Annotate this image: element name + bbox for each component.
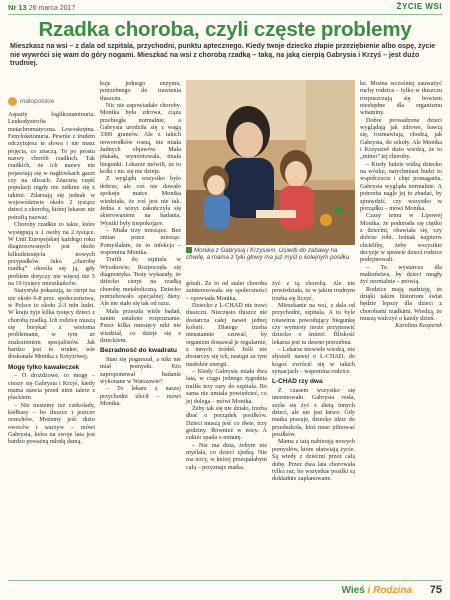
paragraph: – Miała trzy miesiące. Bez zmian przez miesiąc. Pomyślałam, że to infekcja – wspomina Monika. xyxy=(100,226,181,256)
paragraph: – Kiedy ludzie widzą dziecko na wózku, natychmiast budzi to współczucie i chęć pomagania. Gabrysia wygląda normalnie. A potrzeba nagle jej to zbadać, by sprawdzić, czy wszystko w porządku – mówi Monika. xyxy=(360,160,442,212)
paragraph: górali. Że to od stalei choroba zainteresowała się społeczności – opowiada Monika. xyxy=(186,280,267,302)
family-photo-image xyxy=(186,80,355,245)
header-divider xyxy=(8,14,442,15)
paragraph: Dziecko z L-CHAD nie trawi tłuszczu. Nieczęsto tłuszcz nie dostarcza całej nawet jednej kolorii. Dlatego trzeba nieustannie czuwać, by organizm dostawał je regularnie, z innych źródeł. Jeśli nie dostarczy się ich, nastąpi za tym niedobór energii. xyxy=(186,302,267,368)
paragraph: Mama z tatą nabierają nowych pomysłów, które ułatwiają życie. Są wtedy z dziećmi przez całą dobę. Przez dwa lata chorowała tylko raz, bo wszystkie posiłki są dokładnie zaplanowane. xyxy=(272,438,355,483)
paragraph: Stan się pogarszał, a nikt nie miał pomysłu. Kto zaproponował badanie wykonane w Warszawie? xyxy=(100,355,181,385)
article-lead: Mieszkasz na wsi – z dala od szpitala, przychodni, punktu aptecznego. Kiedy twoje dziecko złapie przeziębienie albo ospę, życie nie wywróci się wam do góry nogami. Mieszkać na wsi z chorobą rzadką – taką, na jaką cierpią Gabrysia i Krzyś – jest dużo trudniej. xyxy=(10,43,436,68)
paragraph: – Lekarze niewiele wiedzą, nie słyszeli nawet o L-CHAD, do kogoś zwrócić się w takich sytuacjach – wspomina rodzice. xyxy=(272,346,355,376)
brand-part-2: i Rodzina xyxy=(367,585,412,596)
paragraph: ke. Można wcześniej zauważyć ruchy rodzica – tylko w tłuszczu rozpuszczają się bowiem niezbędne dla organizmu witaminy. xyxy=(360,80,442,117)
page-number: 75 xyxy=(429,584,442,596)
issue-info xyxy=(8,3,75,12)
paragraph: Żeby tak się nie działo, trzeba dbać o porządek posiłków. Dzieci muszą jeść co dwie, trzy godziny. Również w nocy. A cukier spada o minutę. xyxy=(186,404,267,442)
subheading: L-CHAD rzy dwa xyxy=(272,378,323,386)
paragraph: Z czasem wszystko się unormowało. Gabrysia rosła, szyła się żyć z dietą innych dzieci, ale nie jest łatwo. Gdy matka pracuje, dziecko idzie do przedszkola, ktoś musi pilnować posiłków. xyxy=(272,387,355,439)
paragraph: Mała przeszła wiele badań, zanim ustalono rozpoznanie. Przez kilka miesięcy nikt nie wiedział, co dzieje się z dzieckiem. xyxy=(100,307,181,345)
paragraph: – To wystarcza dla małżeństwa, by dzieci mogły żyć normalnie – mówią. xyxy=(360,263,442,286)
paragraph: – To lekarz z naszej przychodni zlecił – mówi Monika. xyxy=(100,385,181,408)
paragraph: Asparty loglikozaminuria. Leukodystrofia metachromatyczna. Lewoskrętna. Fenyloketonuria. Pewnie z trudem odczytujesz te słowa i nie masz pojęcia, co znaczą. To po prostu nazwy chorób rzadkich. Tak rzadkich, że ich nazwy nie pojawiają się w nagłówkach gazet czy na ulicach. Znaczna część populacji nigdy nie zetknie się z takimi. Zdarzają się jednak w województwie około 2 tysiące dzieci z chorobą, której lekarze nie potrafią nazwać. xyxy=(8,111,95,221)
author-signature: Karolina Kasperek xyxy=(395,322,442,330)
article-title: Rzadka choroba, czyli częste problemy xyxy=(38,18,412,41)
paragraph: – Nie możemy też czekolady, kiełbasy – bo tłuszcz i jeszcze orzechów. Możemy jeść dużo owoców i warzyw – mówi Gabrysia, która na swoje lata jest bardzo poważną młodą damą. xyxy=(8,401,95,446)
paragraph: Czasy temu w Lipowej Monika, że podniosła się ciężko z dziećmi, obawiała się, czy dobrze robi. Jednak najpierw chcieliby, żeby wszystkie decyzje w sprawie dzieci rodzice podejmowali. xyxy=(360,212,442,264)
section-label: ŻYCIE WSI xyxy=(396,2,442,11)
paragraph: żyć z tą chorobą. Ale nie powiedziała, że w jakim trudnym trzeba się liczyć. xyxy=(272,280,355,302)
subheading: Bezradność do kwadratu xyxy=(100,347,177,355)
paragraph: Dobre prowadzone dzieci wyglądają jak zdrowe, bawią się, rozmawiają, chodzą, jak Gabrysia, do szkoły. Ale Monika i Krzysztof dużo wiedzą, że to „mimo” tej choroby. xyxy=(360,116,442,161)
issue-number: Nr 13 xyxy=(8,3,27,12)
location-pin-icon xyxy=(8,97,17,106)
page-footer xyxy=(8,576,442,600)
paragraph: – O drożdżowe, to mogę – cieszy się Gabrysia i Krzyś, kiedy mama stawia przed nimi talerz z plackiem. xyxy=(8,372,95,402)
column-2 xyxy=(100,80,181,573)
page-header xyxy=(0,0,450,14)
article-photo xyxy=(186,80,355,245)
paragraph: – Kiedy Gabrysia miała dwa lata, w ciągu jednego tygodnia trafiła trzy razy do szpitala. Bo sama nie umiała powiedzieć, co jej dolega – mówi Monika. xyxy=(186,368,267,405)
photo-caption xyxy=(186,247,355,262)
paragraph: Z wyglądu wszystko było dobrze, ale coś nie dawało spokoju matce. Monika wiedziała, że coś jest nie tak. Jedna z wizyt zakończyła się skierowaniem na badania. Wyniki były niepokojące. xyxy=(100,175,181,227)
paragraph: Mieszkanie na wsi, z dala od przychodni, szpitala. A tu byle rotawirus powodujący biegunkę czy wymioty może przyprawić dziecko o śmierć. Bliskość lekarza jest tu dawno potrzebna. xyxy=(272,302,355,346)
subheading: Mogę tylko kawałeczek xyxy=(8,363,80,371)
paragraph: Trafili do szpitala w Wyszkowie. Rozpoczęła się diagnostyka. Testy wykazały, że dziecko cierpi na rzadką chorobę metaboliczną. Dziecko potrzebowało specjalnej diety. Ale nie stało się tak od razu. xyxy=(100,256,181,308)
magazine-brand xyxy=(342,585,413,596)
paragraph: Choroby rzadkie to takie, które występują u 1 osoby na 2 tysiące. W Unii Europejskiej każdego roku diagnozowanych jest około kilkudziesięciu nowych przypadków. Jako „chorobę rzadką” określa się ją, gdy problem dotyczy nie więcej niż 5 na 10 tysięcy mieszkańców. xyxy=(8,221,95,287)
author-line xyxy=(8,97,54,106)
caption-text: Monika z Gabrysią i Krzysiem. Usiedli do zabawy na chwilę, a mama z tyłu głowy ma już myśl o kolejnym posiłku xyxy=(186,247,350,262)
paragraph: Statystyki pokazują, że cierpi na nie około 6-8 proc. społeczeństwa, w Polsce to około 2-3 mln ludzi. W kraju żyje kilka tysięcy dzieci z chorobą rzadką. Ich rodzice muszą się borykać z wieloma problemami, w tym ze znalezieniem specjalistów. Jak bardzo jest to trudne, wie doskonale Monika z Krzyżowej. xyxy=(8,287,95,361)
paragraph: Rodzice mają nadzieję, że dzięki takim historiom świat będzie lepszy dla dzieci z chorobami rzadkimi. Wiedzą, że muszą walczyć o każdy dzień. xyxy=(360,285,442,322)
column-5 xyxy=(360,80,442,573)
paragraph: Nic nie zapowiadało choroby. Monika była zdrowa, ciąża przebiegła normalnie, a Gabrysia urodziła się z wagą 3300 gramów. Ale z takich noworodków rosną, nie miała żadnych objawów. Mała płakała, wymiotowała, miała biegunki. Lekarze mówili, że to kolki i nic się nie dzieje. xyxy=(100,102,181,176)
footer-divider xyxy=(8,580,442,581)
author-location: małopolskie xyxy=(20,98,55,105)
column-3 xyxy=(186,280,267,573)
paragraph: – Nie ma dnia, żebym nie myślała, co dzieci zjedzą. Nie ma nocy, w której przespałabym całą – przyznaje matka. xyxy=(186,441,267,471)
brand-part-1: Wieś xyxy=(341,585,365,596)
paragraph: kuje jednego enzymu, potrzebnego do trawienia tłuszczu. xyxy=(100,80,181,102)
column-1 xyxy=(8,111,95,573)
caption-marker-icon xyxy=(186,247,192,253)
issue-date: 26 marca 2017 xyxy=(28,5,76,12)
column-4 xyxy=(272,280,355,573)
